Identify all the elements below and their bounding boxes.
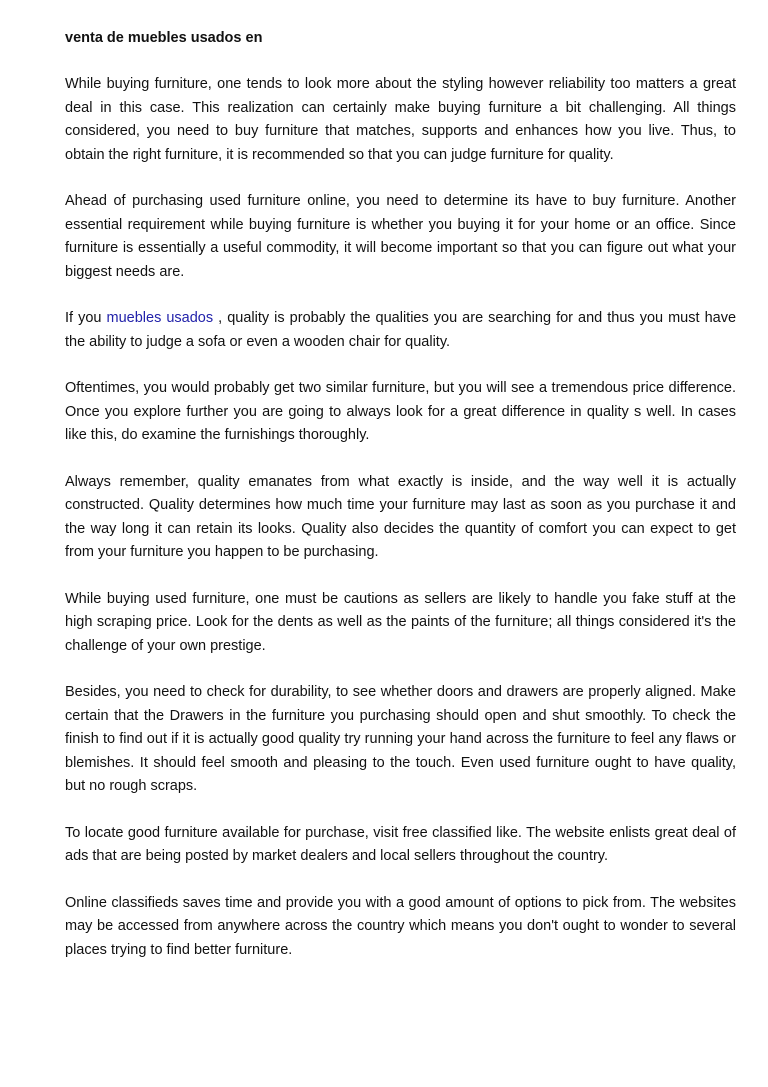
paragraph-3-before: If you: [65, 310, 107, 326]
paragraph-5: Always remember, quality emanates from what exactly is inside, and the way well it is actually constructed. Quality determines how much time your furniture may last as soon as you purchase it and the way long it can retain its looks. Quality also decides the quantity of comfort you can expect to get from your furniture you happen to be purchasing.: [65, 473, 736, 560]
document-title: venta de muebles usados en: [65, 30, 263, 46]
muebles-usados-link[interactable]: muebles usados: [106, 310, 214, 326]
paragraph-9: Online classifieds saves time and provide you with a good amount of options to pick from. The websites may be accessed from anywhere across the country which means you don't ought to wonder to several places trying to find better furniture.: [65, 894, 736, 958]
paragraph-4: Oftentimes, you would probably get two similar furniture, but you will see a tremendous price difference. Once you explore further you are going to always look for a great difference in quality s well. In cases like this, do examine the furnishings thoroughly.: [65, 380, 736, 443]
paragraph-8: To locate good furniture available for purchase, visit free classified like. The website enlists great deal of ads that are being posted by market dealers and local sellers throughout the country.: [65, 824, 736, 864]
paragraph-3-with-link: [65, 307, 736, 354]
paragraph-1: While buying furniture, one tends to look more about the styling however reliability too matters a great deal in this case. This realization can certainly make buying furniture a bit challenging. All things considered, you need to buy furniture that matches, supports and enhances how you live. Thus, to obtain the right furniture, it is recommended so that you can judge furniture for quality.: [65, 76, 736, 163]
paragraph-3-after: , quality is probably the qualities you are searching for and thus you must have the ability to judge a sofa or even a wooden chair for quality.: [65, 310, 737, 350]
paragraph-2: Ahead of purchasing used furniture online, you need to determine its have to buy furniture. Another essential requirement while buying furniture is whether you buying it for your home or an office. Since furniture is essentially a useful commodity, it will become important so that you can figure out what your biggest needs are.: [65, 193, 736, 280]
paragraph-7: Besides, you need to check for durability, to see whether doors and drawers are properly aligned. Make certain that the Drawers in the furniture you purchasing should open and shut smoothly. To check the finish to find out if it is actually good quality try running your hand across the furniture to feel any flaws or blemishes. It should feel smooth and pleasing to the touch. Even used furniture ought to have quality, but no rough scraps.: [65, 684, 736, 794]
document-page: [65, 27, 736, 985]
paragraph-6: While buying used furniture, one must be cautions as sellers are likely to handle you fake stuff at the high scraping price. Look for the dents as well as the paints of the furniture; all things considered it's the challenge of your own prestige.: [65, 590, 736, 654]
